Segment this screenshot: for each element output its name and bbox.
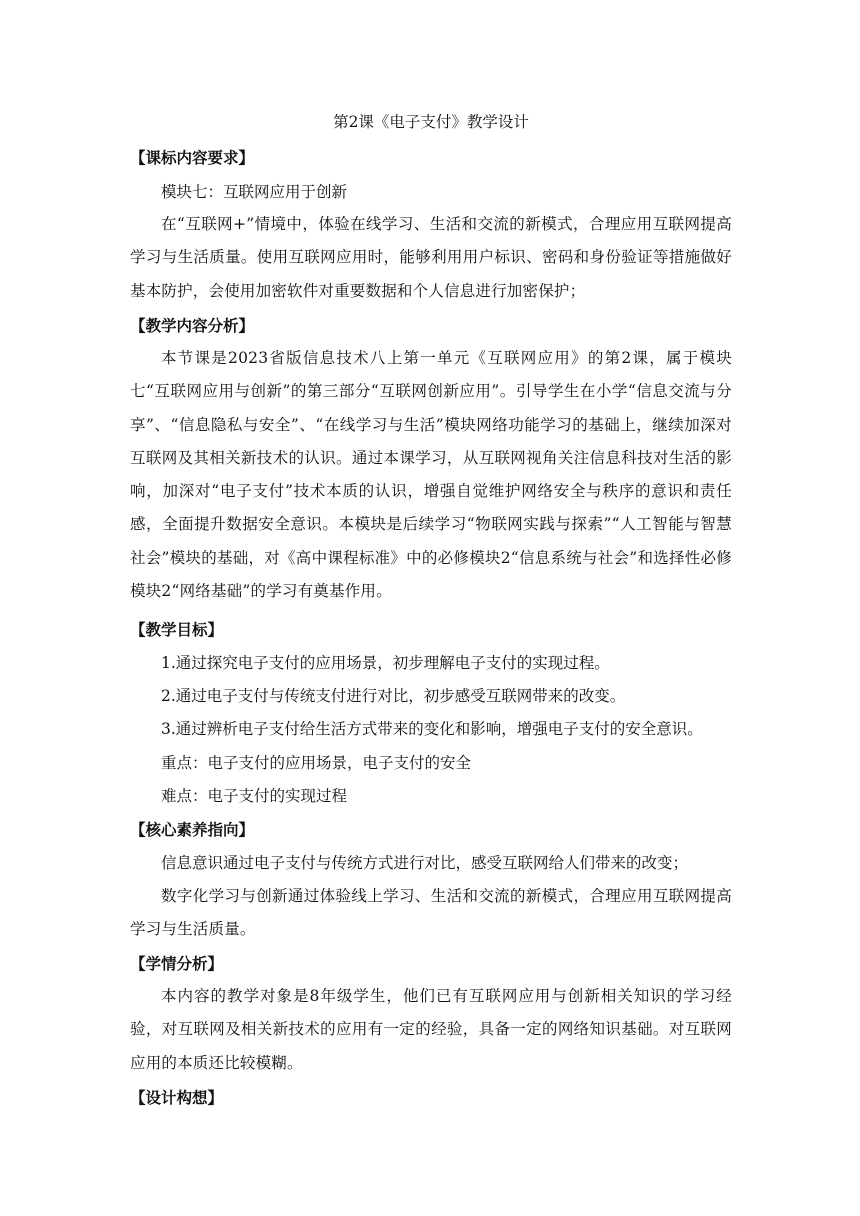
- heading-curriculum: 【课标内容要求】: [130, 148, 255, 167]
- heading-content-analysis: 【教学内容分析】: [130, 316, 255, 335]
- heading-students: 【学情分析】: [130, 954, 224, 973]
- literacy-paragraph: 数字化学习与创新通过体验线上学习、生活和交流的新模式，合理应用互联网提高学习与生活质量。: [130, 887, 732, 939]
- curriculum-module: 模块七：互联网应用于创新: [161, 183, 348, 201]
- objective-item: 3.通过辨析电子支付给生活方式带来的变化和影响，增强电子支付的安全意识。: [161, 720, 703, 738]
- curriculum-paragraph: 在“互联网+”情境中，体验在线学习、生活和交流的新模式，合理应用互联网提高学习与生活质量。使用互联网应用时，能够利用用户标识、密码和身份验证等措施做好基本防护，会使用加密软件对重要数据和个人信息进行加密保护；: [130, 215, 732, 300]
- content-analysis-paragraph: 本节课是2023省版信息技术八上第一单元《互联网应用》的第2课，属于模块七“互联网应用与创新”的第三部分“互联网创新应用”。引导学生在小学“信息交流与分享”、“信息隐私与安全”、“在线学习与生活”模块网络功能学习的基础上，继续加深对互联网及其相关新技术的认识。通过本课学习，从互联网视角关注信息科技对生活的影响，加深对“电子支付”技术本质的认识，增强自觉维护网络安全与秩序的意识和责任感，全面提升数据安全意识。本模块是后续学习“物联网实践与探索”“人工智能与智慧社会”模块的基础，对《高中课程标准》中的必修模块2“信息系统与社会”和选择性必修模块2“网络基础”的学习有奠基作用。: [130, 349, 732, 601]
- objective-item: 2.通过电子支付与传统支付进行对比，初步感受互联网带来的改变。: [161, 687, 626, 705]
- heading-objectives: 【教学目标】: [130, 620, 224, 639]
- key-point: 重点：电子支付的应用场景，电子支付的安全: [161, 754, 472, 772]
- heading-design: 【设计构想】: [130, 1088, 224, 1107]
- heading-literacy: 【核心素养指向】: [130, 820, 255, 839]
- students-paragraph: 本内容的教学对象是8年级学生，他们已有互联网应用与创新相关知识的学习经验，对互联网及相关新技术的应用有一定的经验，具备一定的网络知识基础。对互联网应用的本质还比较模糊。: [130, 987, 732, 1072]
- difficulty-point: 难点：电子支付的实现过程: [161, 787, 348, 805]
- document-title: 第2课《电子支付》教学设计: [333, 113, 529, 131]
- literacy-line: 信息意识通过电子支付与传统方式进行对比，感受互联网给人们带来的改变；: [161, 854, 689, 872]
- objective-item: 1.通过探究电子支付的应用场景，初步理解电子支付的实现过程。: [161, 654, 610, 672]
